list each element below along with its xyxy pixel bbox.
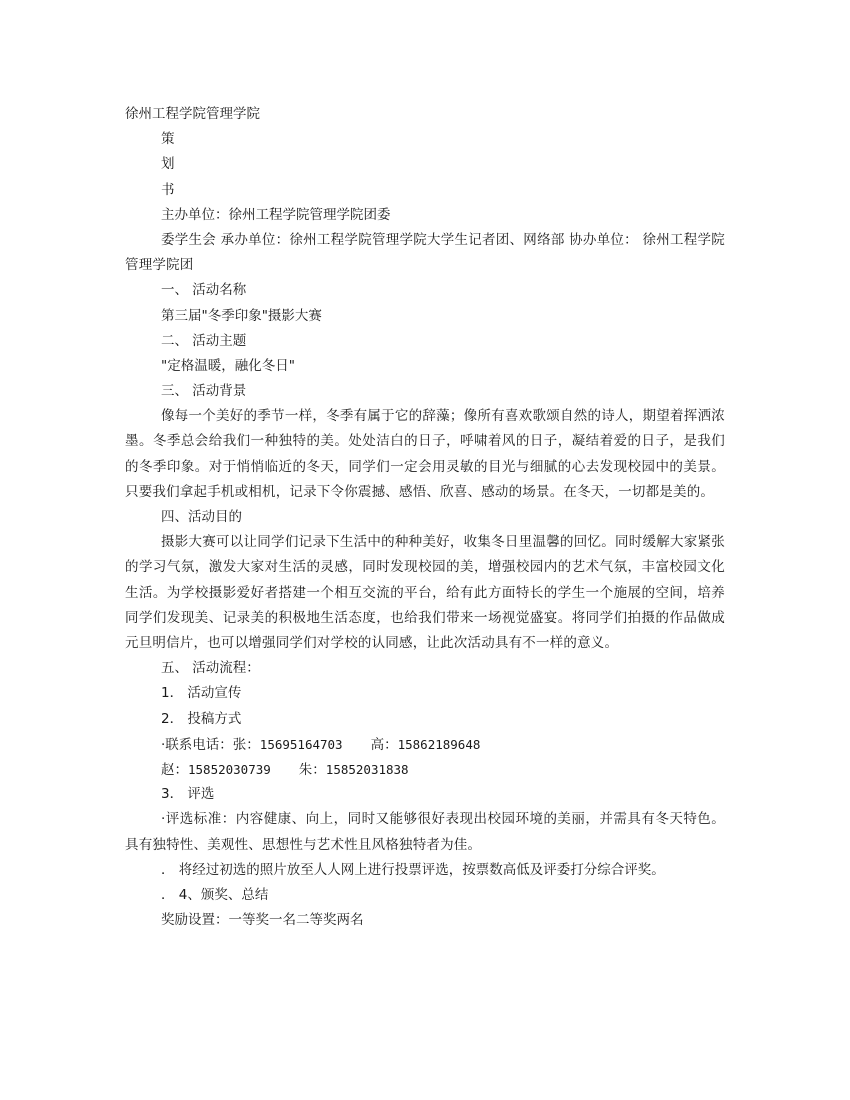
step-4: ． 4、颁奖、总结 [161,887,269,904]
host-unit-continued: 委学生会 承办单位：徐州工程学院管理学院大学生记者团、网络部 协办单位： 徐州工程学院管理学院团 [125,231,725,274]
section-1-heading: 一、 活动名称 [161,282,247,299]
title-char-3: 书 [161,181,175,198]
section-1-body: 第三届"冬季印象"摄影大赛 [161,307,322,324]
section-2-body: "定格温暖，融化冬日" [161,357,295,374]
phone-zhu: 15852031838 [325,762,409,778]
contact-phone-line-2 [125,757,725,782]
document-body [125,102,725,933]
section-3-heading: 三、 活动背景 [161,383,247,400]
title-char-1: 策 [161,131,175,148]
phone-gao: 15862189648 [397,736,481,752]
section-2-heading: 二、 活动主题 [161,332,247,349]
phone-zhao: 15852030739 [188,762,271,778]
voting-method: ． 将经过初选的照片放至人人网上进行投票评选，按票数高低及评委打分综合评奖。 [161,861,665,878]
contact-label: ·联系电话：张： [161,736,260,753]
judging-criteria: ·评选标准：内容健康、向上，同时又能够很好表现出校园环境的美丽，并需具有冬天特色。具有独特性、美观性、思想性与艺术性且风格独特者为佳。 [125,811,725,853]
host-unit: 主办单位：徐州工程学院管理学院团委 [161,206,391,223]
award-settings: 奖励设置：一等奖一名二等奖两名 [161,912,364,929]
organization-name: 徐州工程学院管理学院 [125,106,260,122]
section-4-body: 摄影大赛可以让同学们记录下生活中的种种美好，收集冬日里温馨的回忆。同时缓解大家紧张的学习气氛，激发大家对生活的灵感，同时发现校园的美，增强校园内的艺术气氛，丰富校园文化生活。为学校摄影爱好者搭建一个相互交流的平台，给有此方面特长的学生一个施展的空间，培养同学们发现美、记录美的积极地生活态度，也给我们带来一场视觉盛宴。将同学们拍摄的作品做成元旦明信片，也可以增强同学们对学校的认同感，让此次活动具有不一样的意义。 [125,534,725,652]
step-2: 2． 投稿方式 [161,710,242,727]
zhao-label: 赵： [161,762,188,779]
title-char-2: 划 [161,156,175,173]
step-1: 1． 活动宣传 [161,685,242,702]
section-5-heading: 五、 活动流程： [161,660,260,677]
contact-phone-line-1 [125,732,725,757]
section-4-heading: 四、活动目的 [161,509,242,526]
zhu-label: 朱： [298,762,326,779]
gao-label: 高： [370,736,398,753]
step-3: 3． 评选 [161,786,215,803]
phone-zhang: 15695164703 [259,736,343,752]
section-3-body: 像每一个美好的季节一样，冬季有属于它的辞藻；像所有喜欢歌颂自然的诗人，期望着挥洒浓墨。冬季总会给我们一种独特的美。处处洁白的日子，呼啸着风的日子，凝结着爱的日子，是我们的冬季印象。对于悄悄临近的冬天，同学们一定会用灵敏的目光与细腻的心去发现校园中的美景。只要我们拿起手机或相机，记录下令你震撼、感悟、欣喜、感动的场景。在冬天，一切都是美的。 [125,408,725,500]
